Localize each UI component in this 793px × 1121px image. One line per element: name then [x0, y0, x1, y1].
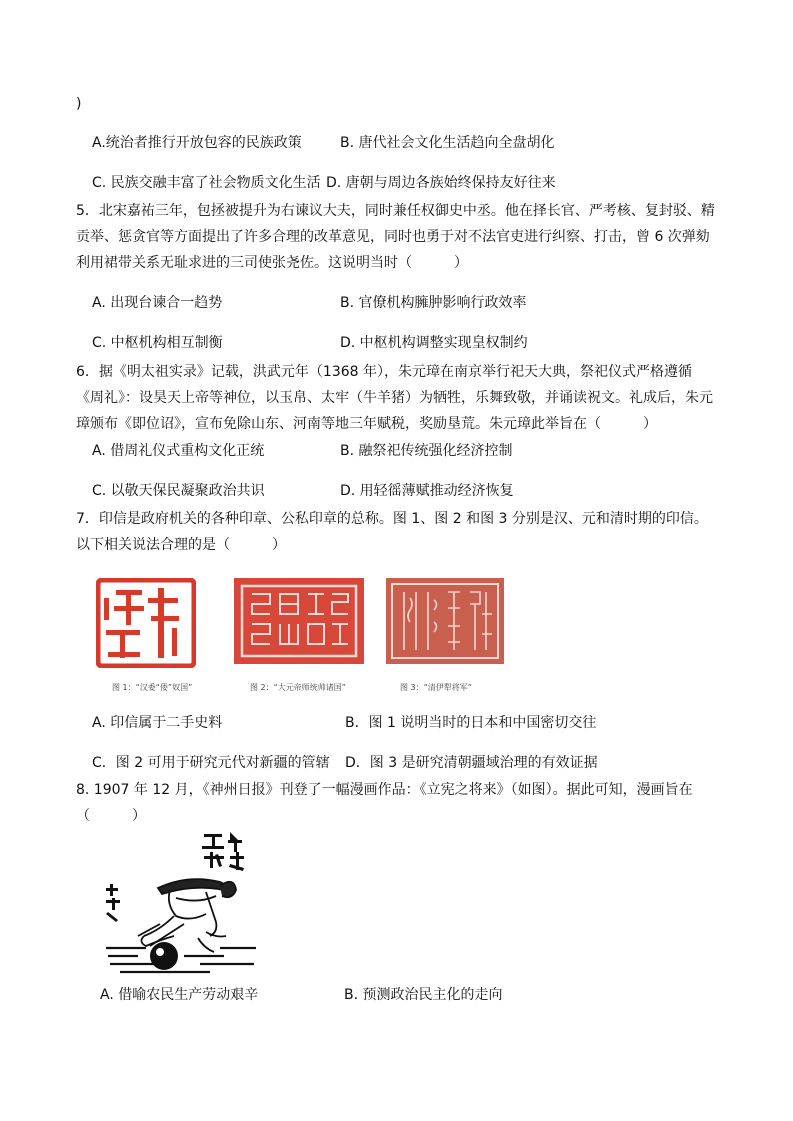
q5-option-d[interactable]: D. 中枢机构调整实现皇权制约 [340, 335, 528, 351]
q5-option-b[interactable]: B. 官僚机构臃肿影响行政效率 [340, 295, 527, 311]
q7-option-d[interactable]: D．图 3 是研究清朝疆域治理的有效证据 [345, 755, 598, 771]
q6-option-a[interactable]: A. 借周礼仪式重构文化正统 [92, 443, 265, 459]
q7-option-a[interactable]: A. 印信属于二手史料 [92, 715, 223, 731]
q6-option-b[interactable]: B. 融祭祀传统强化经济控制 [340, 443, 513, 459]
figure-2-caption: 图 2：“大元帝师统帅诸国” [250, 683, 346, 692]
q7-stem: 7．印信是政府机关的各种印章、公私印章的总称。图 1、图 2 和图 3 分别是汉、元和清时期的印信。以下相关说法合理的是（ ） [76, 511, 708, 553]
q8-stem: 8. 1907 年 12 月，《神州日报》刊登了一幅漫画作品：《立宪之将来》（如图）。据此可知，漫画旨在（ ） [76, 782, 693, 824]
q6-option-c[interactable]: C. 以敬天保民凝聚政治共识 [92, 483, 265, 499]
figure-1-caption: 图 1：“汉委“倭”奴国” [112, 683, 193, 692]
figure-2-seal [234, 578, 364, 664]
q5-option-a[interactable]: A. 出现台谏合一趋势 [92, 295, 223, 311]
q5-stem: 5．北宋嘉祐三年，包拯被提升为右谏议大夫，同时兼任权御史中丞。他在择长官、严考核、复封驳、精贡举、惩贪官等方面提出了许多合理的改革意见，同时也勇于对不法官吏进行纠察、打击，曾 6 次弹劾利用裙带关系无耻求进的三司使张尧佐。这说明当时（ ） [76, 203, 715, 271]
q7-option-b[interactable]: B．图 1 说明当时的日本和中国密切交往 [345, 715, 597, 731]
figure-1-seal [96, 578, 196, 668]
q4-bracket: ) [76, 96, 82, 112]
figure-3-caption: 图 3：“清伊犁将军” [400, 683, 472, 692]
q7-option-c[interactable]: C．图 2 可用于研究元代对新疆的管辖 [92, 755, 330, 771]
q8-option-b[interactable]: B. 预测政治民主化的走向 [344, 987, 503, 1003]
q4-option-d[interactable]: D. 唐朝与周边各族始终保持友好往来 [326, 175, 556, 191]
q6-option-d[interactable]: D. 用轻徭薄赋推动经济恢复 [340, 483, 514, 499]
q4-option-b[interactable]: B. 唐代社会文化生活趋向全盘胡化 [340, 135, 555, 151]
q6-stem: 6．据《明太祖实录》记载，洪武元年（1368 年），朱元璋在南京举行祀天大典，祭祀仪式严格遵循《周礼》：设昊天上帝等神位，以玉帛、太牢（牛羊猪）为牺牲，乐舞致敬，并诵读祝文。礼成后，朱元璋颁布《即位诏》，宣布免除山东、河南等地三年赋税，奖励垦荒。朱元璋此举旨在（ ） [76, 364, 713, 432]
q4-option-c[interactable]: C. 民族交融丰富了社会物质文化生活 [92, 175, 321, 191]
figure-3-seal [386, 578, 504, 664]
q4-option-a[interactable]: A.统治者推行开放包容的民族政策 [92, 135, 302, 151]
q5-option-c[interactable]: C. 中枢机构相互制衡 [92, 335, 223, 351]
cartoon-image [100, 828, 260, 978]
q8-option-a[interactable]: A. 借喻农民生产劳动艰辛 [100, 987, 259, 1003]
